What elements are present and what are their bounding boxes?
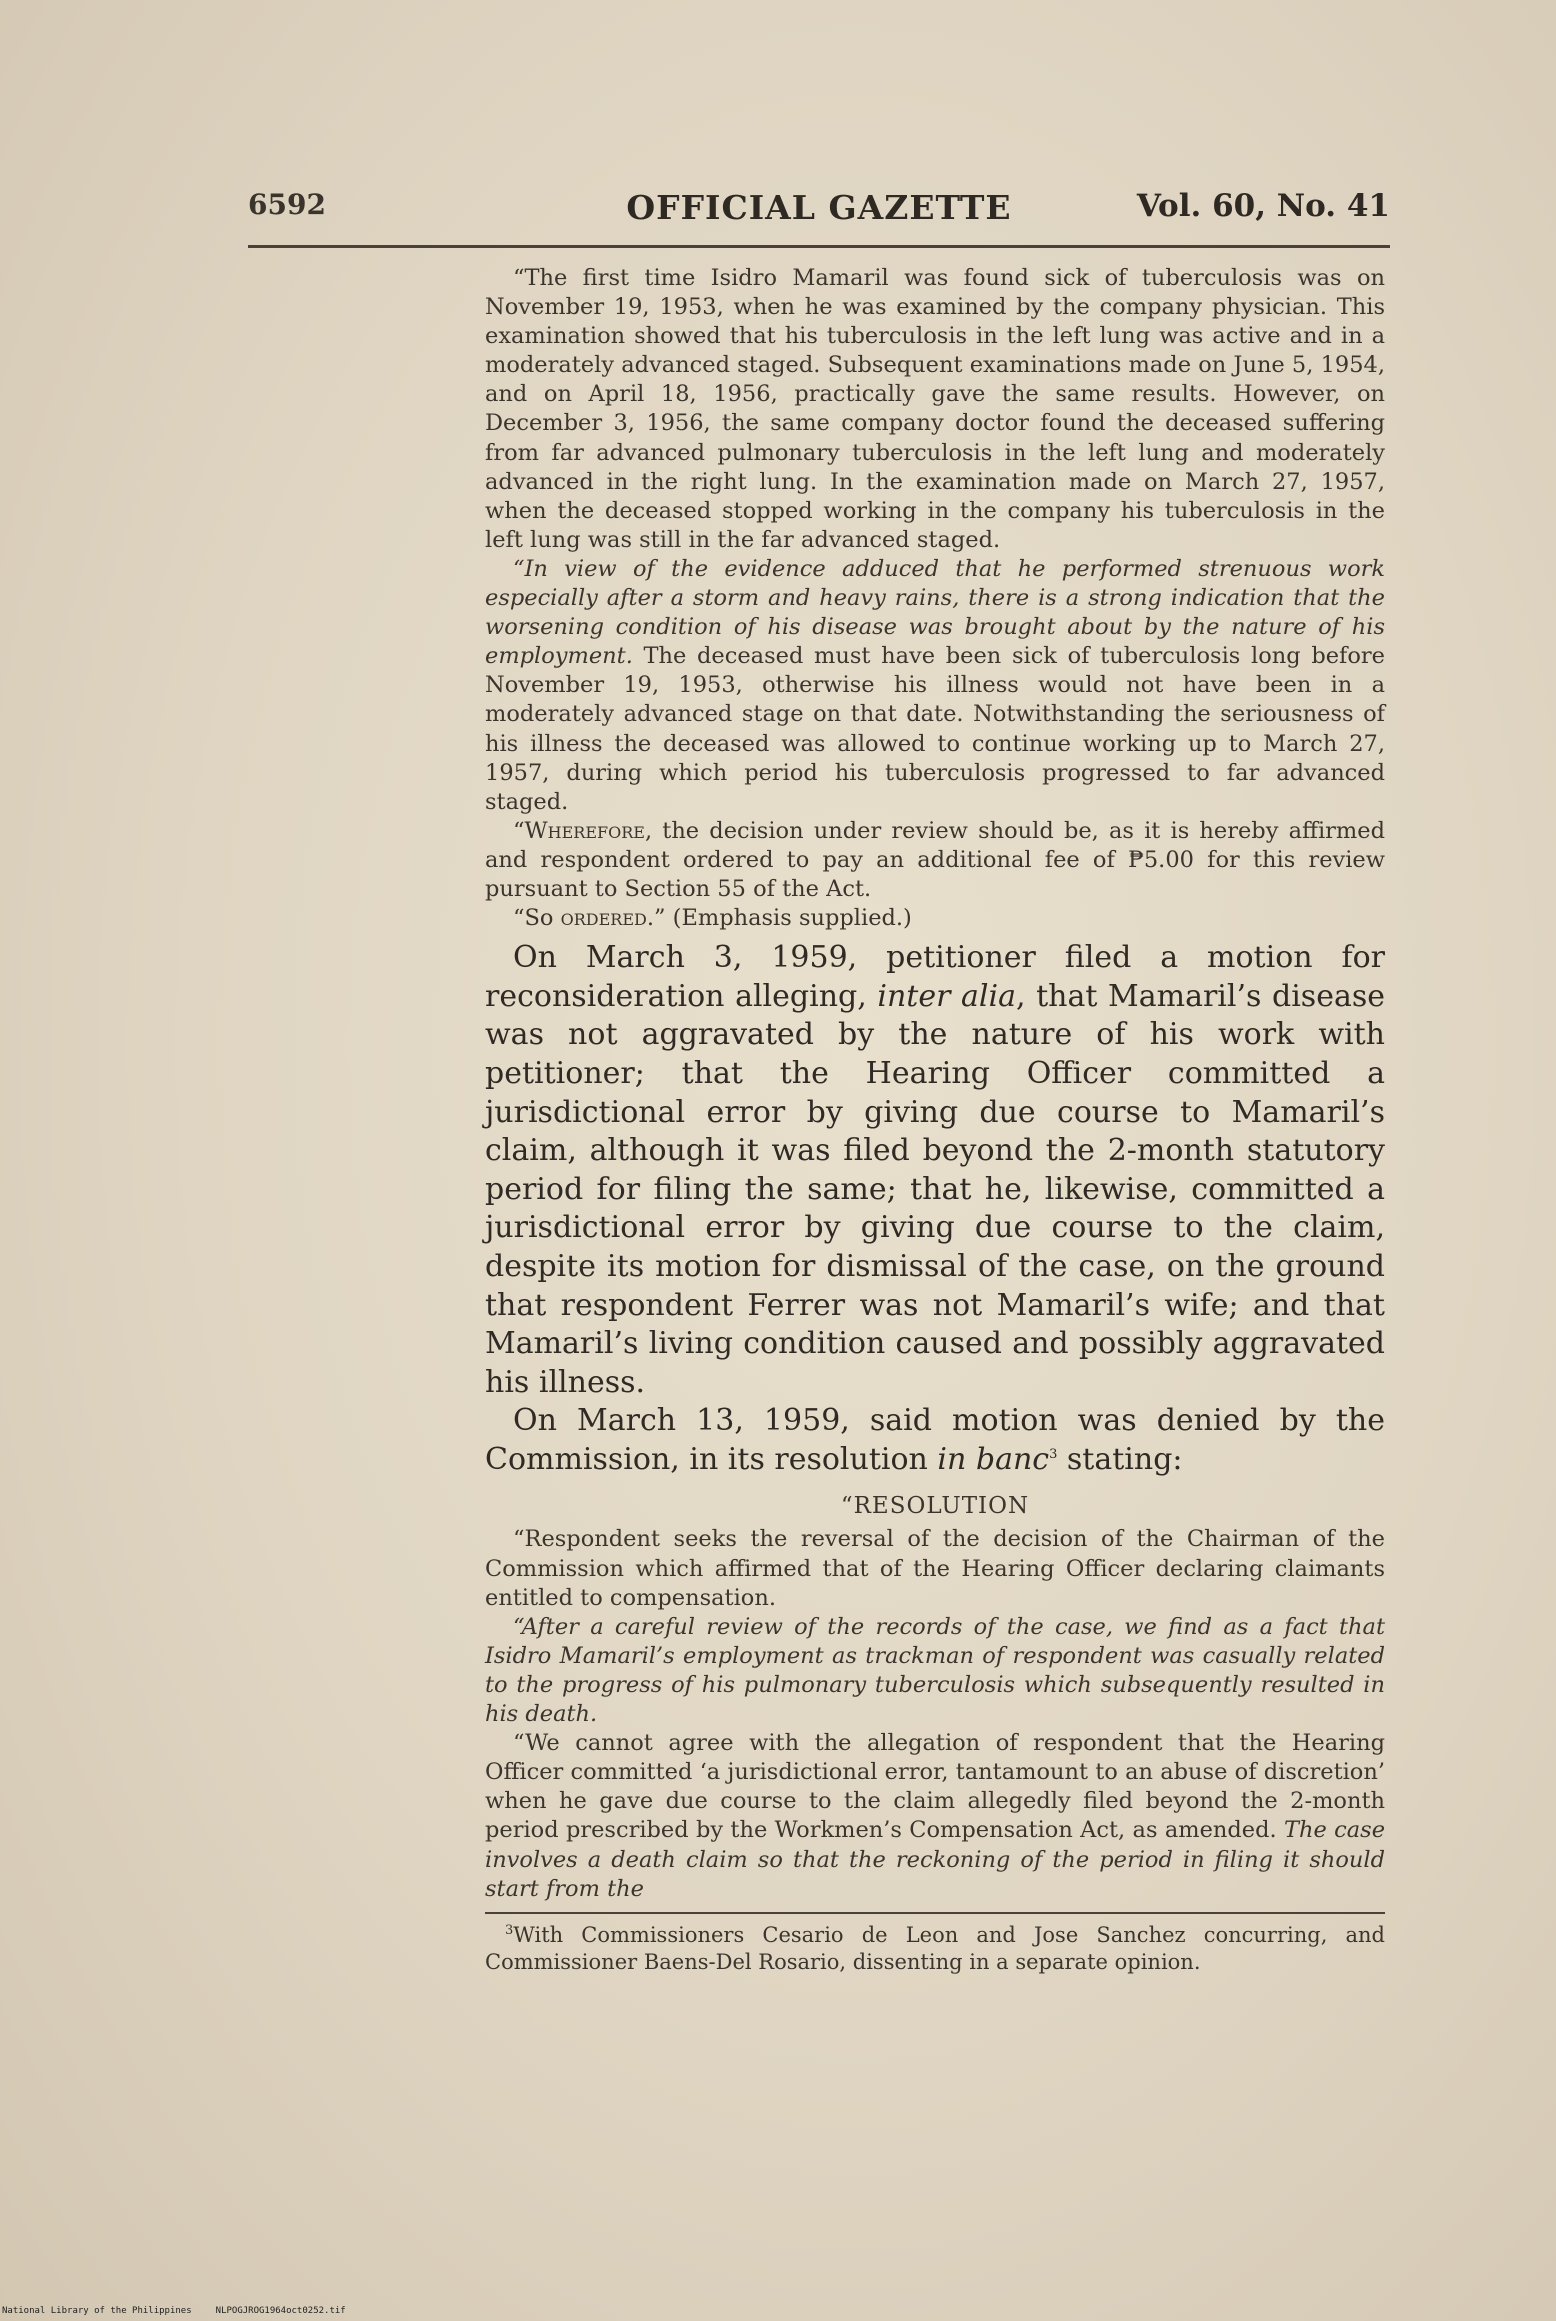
publication-title: OFFICIAL GAZETTE <box>626 188 1012 227</box>
wherefore-word: Wherefore <box>524 817 645 844</box>
page-body <box>485 264 1385 1976</box>
quoted-paragraph-findings: “The first time Isidro Mamaril was found sick of tuberculosis was on November 19, 1953, when he was examined by the company physician. This examination showed that his tuberculosis in the left lung was active and in a moderately advanced staged. Subsequent examinations made on June 5, 1954, and on April 18, 1956, practically gave the same results. However, on December 3, 1956, the same company doctor found the deceased suffering from far advanced pulmonary tuberculosis in the left lung and moderately advanced in the right lung. In the examination made on March 27, 1957, when the deceased stopped working in the company his tuberculosis in the left lung was still in the far advanced staged. <box>485 265 1385 553</box>
body-paragraph-motion <box>485 939 1385 1402</box>
resolution-paragraph-allegation <box>485 1729 1385 1904</box>
paragraph-text: stating: <box>1057 1441 1183 1477</box>
page-header <box>248 188 1390 236</box>
emphasized-text: “In view of the evidence adduced that he performed strenuous work especially after a storm and heavy rains, there is a strong indication that the worsening condition of his disease was brought about by the nature of his employment. <box>485 555 1385 670</box>
emphasized-text: “After a careful review of the records of the case, we find as a fact that Isidro Mamaril’s employment as trackman of respondent was casually related to the progress of his pulmonary tuberculosis which subsequently resulted in his death. <box>485 1613 1385 1728</box>
scan-footer <box>2 2306 346 2316</box>
scan-filename: NLPOGJROG1964oct0252.tif <box>215 2306 346 2316</box>
quoted-paragraph-so-ordered <box>485 904 1385 933</box>
resolution-paragraph-finding <box>485 1613 1385 1729</box>
paragraph-text: .” (Emphasis supplied.) <box>646 905 912 932</box>
ordered-word: ordered <box>560 905 647 932</box>
volume-number: Vol. 60, No. 41 <box>1136 188 1390 224</box>
footnote-marker: 3 <box>505 1922 514 1938</box>
latin-term: in banc <box>937 1441 1050 1477</box>
quote-mark: “ <box>513 817 525 844</box>
quoted-paragraph-evidence <box>485 555 1385 817</box>
footnote <box>485 1922 1385 1976</box>
paragraph-text: On March 3, 1959, petitioner filed a motion for reconsideration alleging, <box>485 940 1385 1014</box>
header-rule <box>248 245 1390 248</box>
paragraph-text: , the decision under review should be, as it is hereby affirmed and respondent ordered to pay an additional fee of ₱5.00 for this review pursuant to Section 55 of the Act. <box>485 817 1385 902</box>
paragraph-text: The deceased must have been sick of tuberculosis long before November 19, 1953, otherwise his illness would not have been in a moderately advanced stage on that date. Notwithstanding the seriousness of his illness the deceased was allowed to continue working up to March 27, 1957, during which period his tuberculosis progressed to far advanced staged. <box>485 643 1385 815</box>
paragraph-text: “We cannot agree with the allegation of respondent that the Hearing Officer committed ‘a jurisdictional error, tantamount to an abuse of discretion’ when he gave due course to the claim allegedly filed beyond the 2-month period prescribed by the Workmen’s Compensation Act, as amended. <box>485 1730 1385 1844</box>
footnote-text: With Commissioners Cesario de Leon and Jose Sanchez concurring, and Commissioner Baens-Del Rosario, dissenting in a separate opinion. <box>485 1922 1385 1974</box>
latin-term: inter alia <box>877 978 1016 1014</box>
quote-open: “So <box>513 905 561 932</box>
resolution-heading: “RESOLUTION <box>840 1493 1030 1520</box>
footnote-rule <box>485 1912 1385 1914</box>
footnote-reference: 3 <box>1049 1446 1058 1462</box>
body-paragraph-denial <box>485 1402 1385 1479</box>
quoted-paragraph-wherefore <box>485 817 1385 904</box>
resolution-paragraph-reversal: “Respondent seeks the reversal of the decision of the Chairman of the Commission which affirmed that of the Hearing Officer declaring claimants entitled to compensation. <box>485 1526 1385 1611</box>
paragraph-text: On March 13, 1959, said motion was denied by the Commission, in its resolution <box>485 1403 1385 1477</box>
library-name: National Library of the Philippines <box>2 2306 192 2316</box>
emphasized-text: The case involves a death claim so that the reckoning of the period in filing it should start from the <box>485 1817 1386 1902</box>
page-number: 6592 <box>248 188 326 221</box>
paragraph-text: , that Mamaril’s disease was not aggravated by the nature of his work with petitioner; that the Hearing Officer committed a jurisdictional error by giving due course to Mamaril’s claim, although it was filed beyond the 2-month statutory period for filing the same; that he, likewise, committed a jurisdictional error by giving due course to the claim, despite its motion for dismissal of the case, on the ground that respondent Ferrer was not Mamaril’s wife; and that Mamaril’s living condition caused and possibly aggravated his illness. <box>485 978 1385 1400</box>
